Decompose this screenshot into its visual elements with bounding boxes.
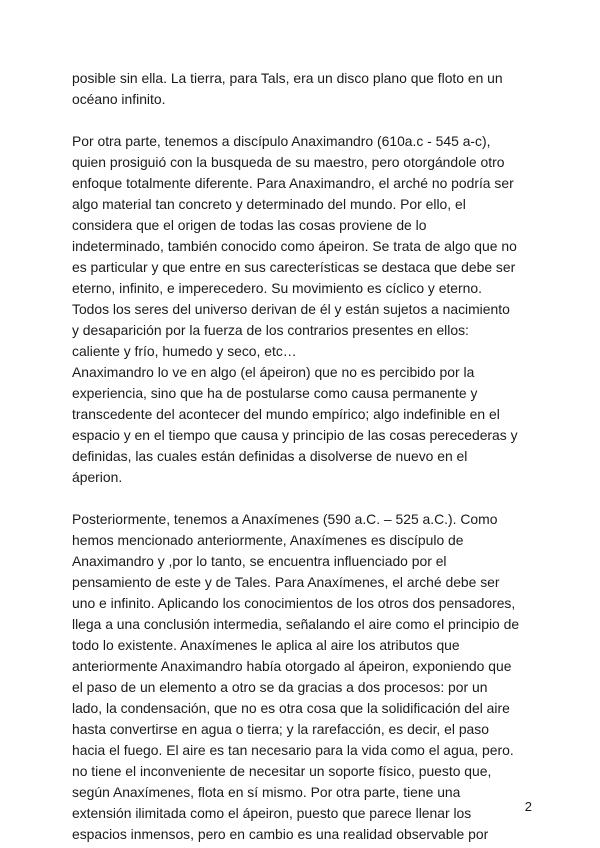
text-line: es particular y que entre en sus carecterísticas se destaca que debe ser — [72, 259, 516, 275]
text-line: hasta convertirse en agua o tierra; y la rarefacción, es decir, el paso — [72, 721, 489, 737]
text-line: indeterminado, también conocido como ápeiron. Se trata de algo que no — [72, 238, 517, 254]
text-line: considera que el origen de todas las cosas proviene de lo — [72, 217, 427, 233]
text-line: océano infinito. — [72, 91, 166, 107]
text-line: eterno, infinito, e imperecedero. Su movimiento es cíclico y eterno. — [72, 280, 482, 296]
text-line: no tiene el inconveniente de necesitar un soporte físico, puesto que, — [72, 763, 492, 779]
text-line: Por otra parte, tenemos a discípulo Anaximandro (610a.c - 545 a-c), — [72, 133, 491, 149]
text-line: áperion. — [72, 469, 123, 485]
text-line: pensamiento de este y de Tales. Para Anaxímenes, el arché debe ser — [72, 574, 500, 590]
text-line: Posteriormente, tenemos a Anaxímenes (590 a.C. – 525 a.C.). Como — [72, 511, 498, 527]
text-line: y desaparición por la fuerza de los contrarios presentes en ellos: — [72, 322, 469, 338]
text-line: experiencia, sino que ha de postularse como causa permanente y — [72, 385, 478, 401]
text-line: enfoque totalmente diferente. Para Anaximandro, el arché no podría ser — [72, 175, 514, 191]
paragraph-tales-conclusion — [72, 68, 532, 110]
text-line: espacios inmensos, pero en cambio es una realidad observable por — [72, 826, 489, 842]
paragraph-anaximenes — [72, 509, 532, 845]
text-line: Anaximandro y ,por lo tanto, se encuentra influenciado por el — [72, 553, 447, 569]
text-line: según Anaxímenes, flota en sí mismo. Por otra parte, tiene una — [72, 784, 461, 800]
text-line: extensión ilimitada como el ápeiron, puesto que parece llenar los — [72, 805, 472, 821]
text-line: anteriormente Anaximandro había otorgado al ápeiron, exponiendo que — [72, 658, 512, 674]
body-text — [72, 68, 532, 845]
text-line: el paso de un elemento a otro se da gracias a dos procesos: por un — [72, 679, 488, 695]
text-line: hemos mencionado anteriormente, Anaxímenes es discípulo de — [72, 532, 464, 548]
text-line: hacia el fuego. El aire es tan necesario para la vida como el agua, pero. — [72, 742, 514, 758]
paragraph-spacer — [72, 488, 532, 509]
text-line: lado, la condensación, que no es otra cosa que la solidificación del aire — [72, 700, 510, 716]
text-line: espacio y en el tiempo que causa y principio de las cosas perecederas y — [72, 427, 518, 443]
paragraph-anaximandro — [72, 131, 532, 488]
paragraph-spacer — [72, 110, 532, 131]
text-line: todo lo existente. Anaxímenes le aplica al aire los atributos que — [72, 637, 460, 653]
text-line: Anaximandro lo ve en algo (el ápeiron) que no es percibido por la — [72, 364, 475, 380]
text-line: transcedente del acontecer del mundo empírico; algo indefinible en el — [72, 406, 500, 422]
text-line: caliente y frío, humedo y seco, etc… — [72, 343, 297, 359]
text-line: definidas, las cuales están definidas a disolverse de nuevo en el — [72, 448, 468, 464]
text-line: posible sin ella. La tierra, para Tals, era un disco plano que floto en un — [72, 70, 503, 86]
text-line: uno e infinito. Aplicando los conocimientos de los otros dos pensadores, — [72, 595, 516, 611]
text-line: llega a una conclusión intermedia, señalando el aire como el principio de — [72, 616, 520, 632]
text-line: Todos los seres del universo derivan de él y están sujetos a nacimiento — [72, 301, 510, 317]
text-line: algo material tan concreto y determinado del mundo. Por ello, el — [72, 196, 466, 212]
page-number: 2 — [524, 799, 532, 814]
text-line: quien prosiguió con la busqueda de su maestro, pero otorgándole otro — [72, 154, 505, 170]
